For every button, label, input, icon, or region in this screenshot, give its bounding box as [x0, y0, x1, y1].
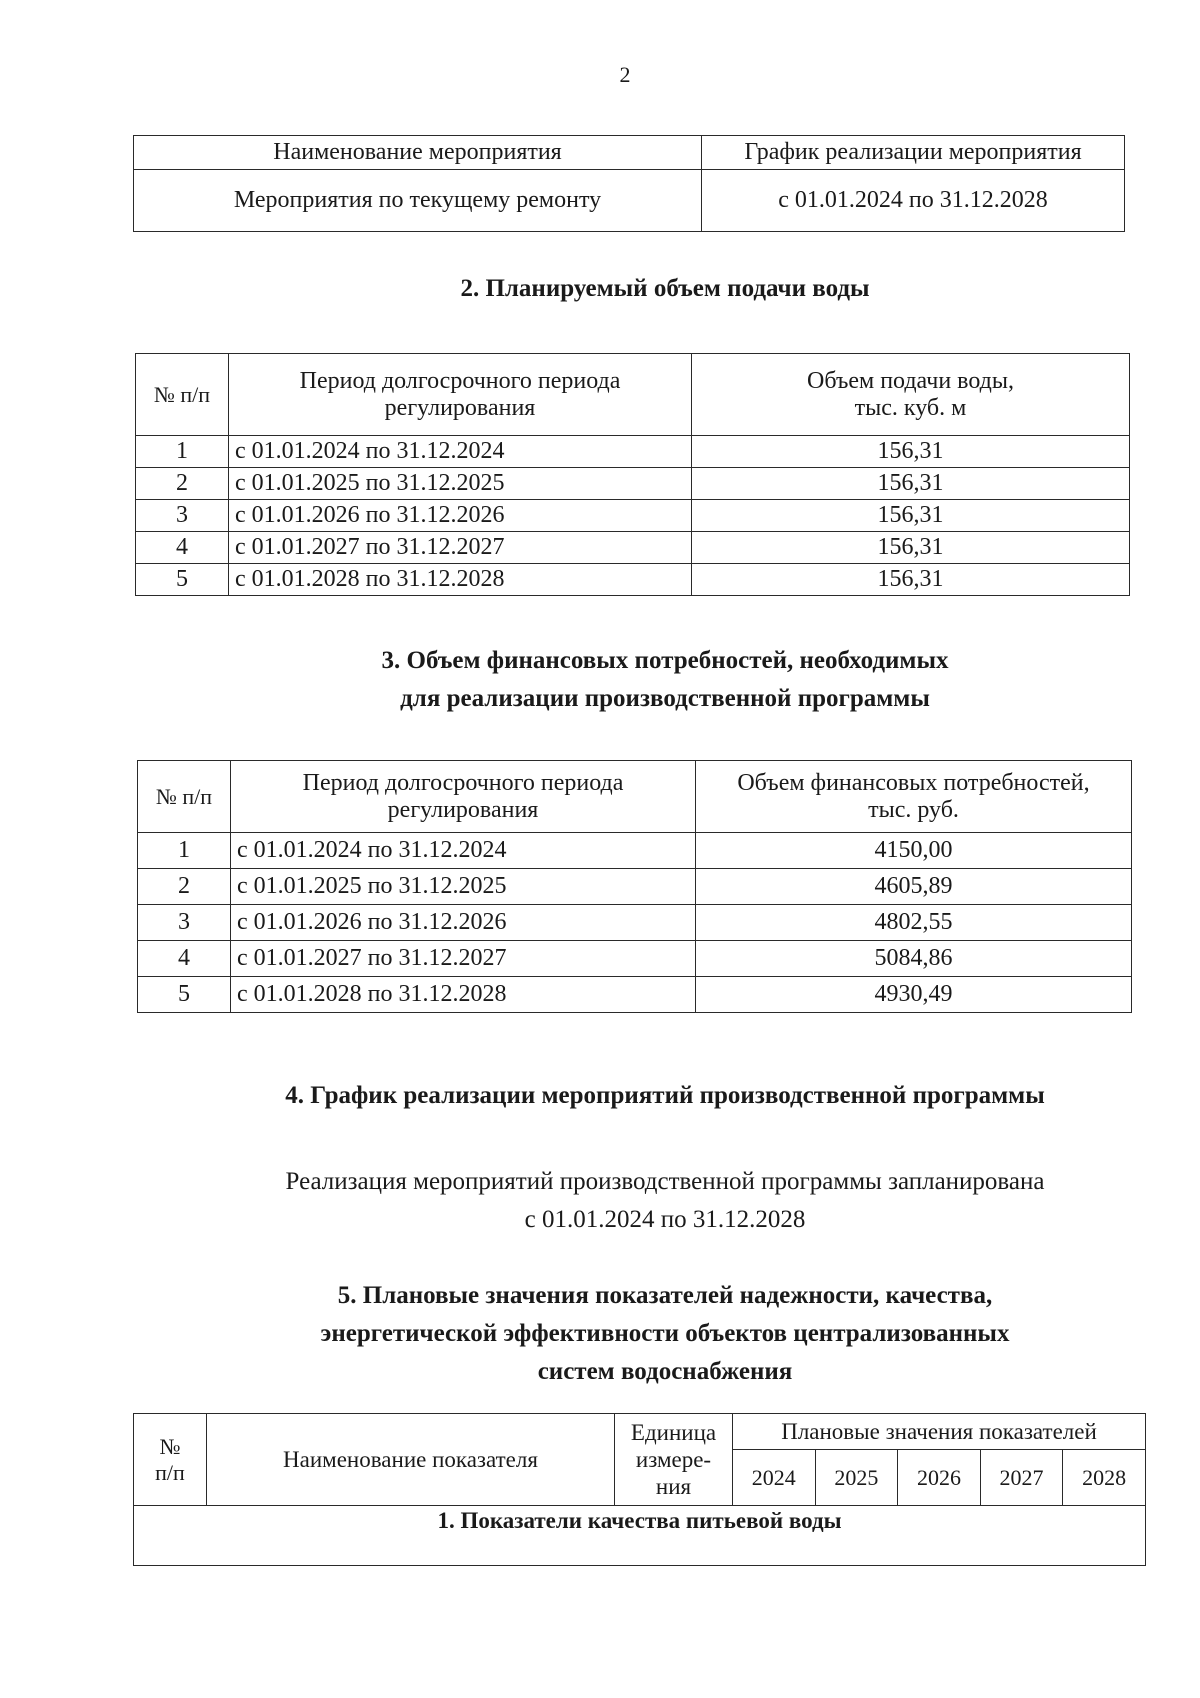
row-period: с 01.01.2026 по 31.12.2026: [231, 905, 696, 941]
financial-needs-table: [137, 760, 1132, 1013]
period-header-line: регулирования: [384, 394, 536, 421]
unit-header-line: измере-: [635, 1447, 712, 1472]
num-header: [134, 1414, 207, 1506]
section-3-title: [0, 642, 1200, 718]
section-5-title: [0, 1277, 1200, 1391]
row-num: 1: [138, 833, 231, 869]
volume-header-line: тыс. куб. м: [854, 394, 967, 421]
row-num: 4: [138, 941, 231, 977]
year-header: 2025: [815, 1450, 898, 1506]
row-volume: 156,31: [692, 468, 1130, 500]
plan-values-header: Плановые значения показателей: [733, 1414, 1146, 1450]
activity-schedule-header: График реализации мероприятия: [702, 136, 1125, 170]
unit-header-line: ния: [655, 1474, 692, 1499]
unit-header: [615, 1414, 733, 1506]
activity-name-cell: Мероприятия по текущему ремонту: [134, 170, 702, 232]
table-row: [138, 941, 1132, 977]
row-volume: 156,31: [692, 436, 1130, 468]
row-period: с 01.01.2025 по 31.12.2025: [229, 468, 692, 500]
section-4-title: 4. График реализации мероприятий производственной программы: [285, 1082, 1045, 1109]
row-period: с 01.01.2025 по 31.12.2025: [231, 869, 696, 905]
row-num: 3: [138, 905, 231, 941]
unit-header-line: Единица: [630, 1420, 717, 1445]
period-header-line: регулирования: [387, 796, 539, 823]
row-period: с 01.01.2024 по 31.12.2024: [231, 833, 696, 869]
row-volume: 156,31: [692, 532, 1130, 564]
activity-schedule-table: [133, 135, 1125, 232]
financial-header-line: Объем финансовых потребностей,: [737, 769, 1090, 796]
row-volume: 156,31: [692, 500, 1130, 532]
table-row: [136, 468, 1130, 500]
num-header: № п/п: [136, 354, 229, 436]
num-header: № п/п: [138, 761, 231, 833]
row-period: с 01.01.2028 по 31.12.2028: [231, 977, 696, 1013]
row-period: с 01.01.2024 по 31.12.2024: [229, 436, 692, 468]
section-4-text-line: Реализация мероприятий производственной программы запланирована: [285, 1168, 1045, 1195]
table-row: [136, 500, 1130, 532]
table-row: [136, 436, 1130, 468]
period-header-line: Период долгосрочного периода: [299, 367, 621, 394]
year-header: 2027: [980, 1450, 1063, 1506]
row-volume: 156,31: [692, 564, 1130, 596]
activity-schedule-cell: с 01.01.2024 по 31.12.2028: [702, 170, 1125, 232]
row-num: 2: [136, 468, 229, 500]
num-header-line: п/п: [155, 1459, 185, 1485]
row-period: с 01.01.2026 по 31.12.2026: [229, 500, 692, 532]
row-amount: 4150,00: [696, 833, 1132, 869]
row-amount: 4802,55: [696, 905, 1132, 941]
volume-header: [692, 354, 1130, 436]
financial-needs-header: [696, 761, 1132, 833]
indicator-name-header: Наименование показателя: [207, 1414, 615, 1506]
row-period: с 01.01.2027 по 31.12.2027: [231, 941, 696, 977]
table-row: [138, 977, 1132, 1013]
row-period: с 01.01.2027 по 31.12.2027: [229, 532, 692, 564]
row-num: 2: [138, 869, 231, 905]
page-number: 2: [619, 62, 631, 87]
section-4-text-line: с 01.01.2024 по 31.12.2028: [524, 1206, 806, 1233]
num-header-line: №: [159, 1433, 181, 1459]
section-2-title: 2. Планируемый объем подачи воды: [460, 275, 870, 302]
row-num: 3: [136, 500, 229, 532]
table-row: [138, 869, 1132, 905]
table-row: [138, 833, 1132, 869]
volume-header-line: Объем подачи воды,: [807, 367, 1014, 394]
section-3-title-line: для реализации производственной программы: [400, 685, 930, 712]
section-3-title-line: 3. Объем финансовых потребностей, необходимых: [381, 647, 949, 674]
financial-header-line: тыс. руб.: [868, 796, 959, 823]
table-row: [136, 532, 1130, 564]
section-5-title-line: систем водоснабжения: [537, 1358, 793, 1385]
section-4-text: [0, 1163, 1200, 1239]
period-header: [229, 354, 692, 436]
period-header-line: Период долгосрочного периода: [302, 769, 624, 796]
year-header: 2024: [733, 1450, 816, 1506]
table-row: [136, 564, 1130, 596]
row-num: 5: [136, 564, 229, 596]
year-header: 2026: [898, 1450, 981, 1506]
section-5-title-line: 5. Плановые значения показателей надежности, качества,: [337, 1282, 993, 1309]
section-5-title-line: энергетической эффективности объектов централизованных: [320, 1320, 1010, 1347]
row-num: 5: [138, 977, 231, 1013]
row-num: 4: [136, 532, 229, 564]
activity-name-header: Наименование мероприятия: [134, 136, 702, 170]
table-row: [138, 905, 1132, 941]
year-header: 2028: [1063, 1450, 1146, 1506]
row-amount: 4930,49: [696, 977, 1132, 1013]
row-num: 1: [136, 436, 229, 468]
group-row-title: 1. Показатели качества питьевой воды: [134, 1506, 1146, 1566]
water-supply-table: [135, 353, 1130, 596]
period-header: [231, 761, 696, 833]
row-amount: 5084,86: [696, 941, 1132, 977]
row-amount: 4605,89: [696, 869, 1132, 905]
indicators-table: [133, 1413, 1146, 1566]
row-period: с 01.01.2028 по 31.12.2028: [229, 564, 692, 596]
